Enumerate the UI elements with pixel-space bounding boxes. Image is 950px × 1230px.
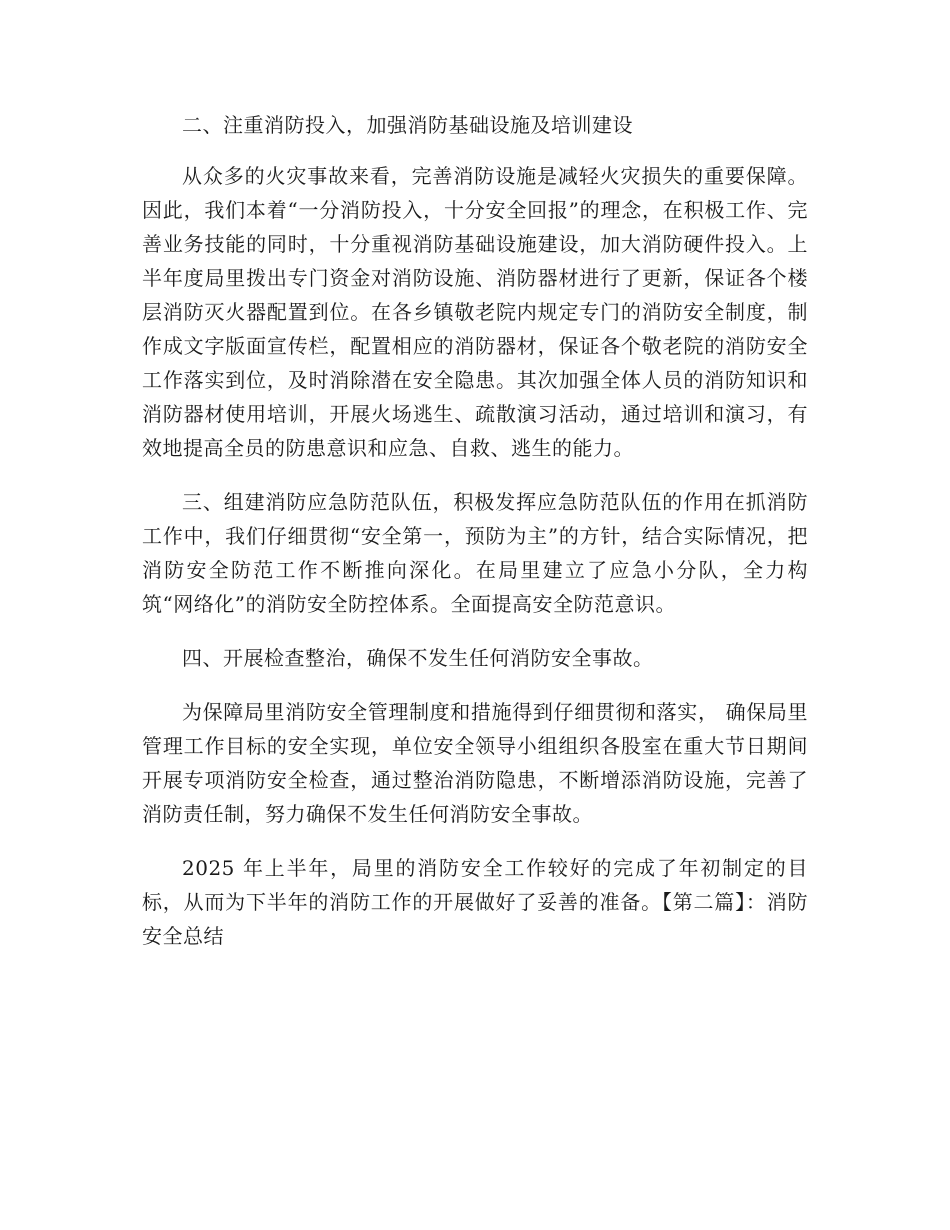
paragraph-inspection: 为保障局里消防安全管理制度和措施得到仔细贯彻和落实， 确保局里管理工作目标的安全实现，单位安全领导小组组织各股室在重大节日期间开展专项消防安全检查，通过整治消防隐患，不断增添消防设施，完善了消防责任制，努力确保不发生任何消防安全事故。 xyxy=(142,700,808,826)
section-heading-four: 四、开展检查整治，确保不发生任何消防安全事故。 xyxy=(182,646,654,670)
paragraph-emergency-team: 三、组建消防应急防范队伍，积极发挥应急防范队伍的作用在抓消防工作中，我们仔细贯彻“安全第一，预防为主”的方针，结合实际情况，把消防安全防范工作不断推向深化。在局里建立了应急小分队，全力构筑“网络化”的消防安全防控体系。全面提高安全防范意识。 xyxy=(142,490,808,616)
paragraph-spacer xyxy=(142,465,808,485)
document-body xyxy=(142,108,808,953)
paragraph-spacer xyxy=(142,621,808,641)
section-heading-two: 二、注重消防投入，加强消防基础设施及培训建设 xyxy=(182,113,633,137)
paragraph-spacer xyxy=(142,142,808,159)
paragraph-facility-investment: 从众多的火灾事故来看，完善消防设施是减轻火灾损失的重要保障。因此，我们本着“一分消防投入，十分安全回报”的理念，在积极工作、完善业务技能的同时，十分重视消防基础设施建设，加大消防硬件投入。上半年度局里拨出专门资金对消防设施、消防器材进行了更新，保证各个楼层消防灭火器配置到位。在各乡镇敬老院内规定专门的消防安全制度，制作成文字版面宣传栏，配置相应的消防器材，保证各个敬老院的消防安全工作落实到位，及时消除潜在安全隐患。其次加强全体人员的消防知识和消防器材使用培训，开展火场逃生、疏散演习活动，通过培训和演习，有效地提高全员的防患意识和应急、自救、逃生的能力。 xyxy=(142,164,808,460)
paragraph-spacer xyxy=(142,675,808,695)
paragraph-summary: 2025 年上半年，局里的消防安全工作较好的完成了年初制定的目标，从而为下半年的消防工作的开展做好了妥善的准备。【第二篇】：消防安全总结 xyxy=(142,856,808,948)
paragraph-spacer xyxy=(142,831,808,851)
